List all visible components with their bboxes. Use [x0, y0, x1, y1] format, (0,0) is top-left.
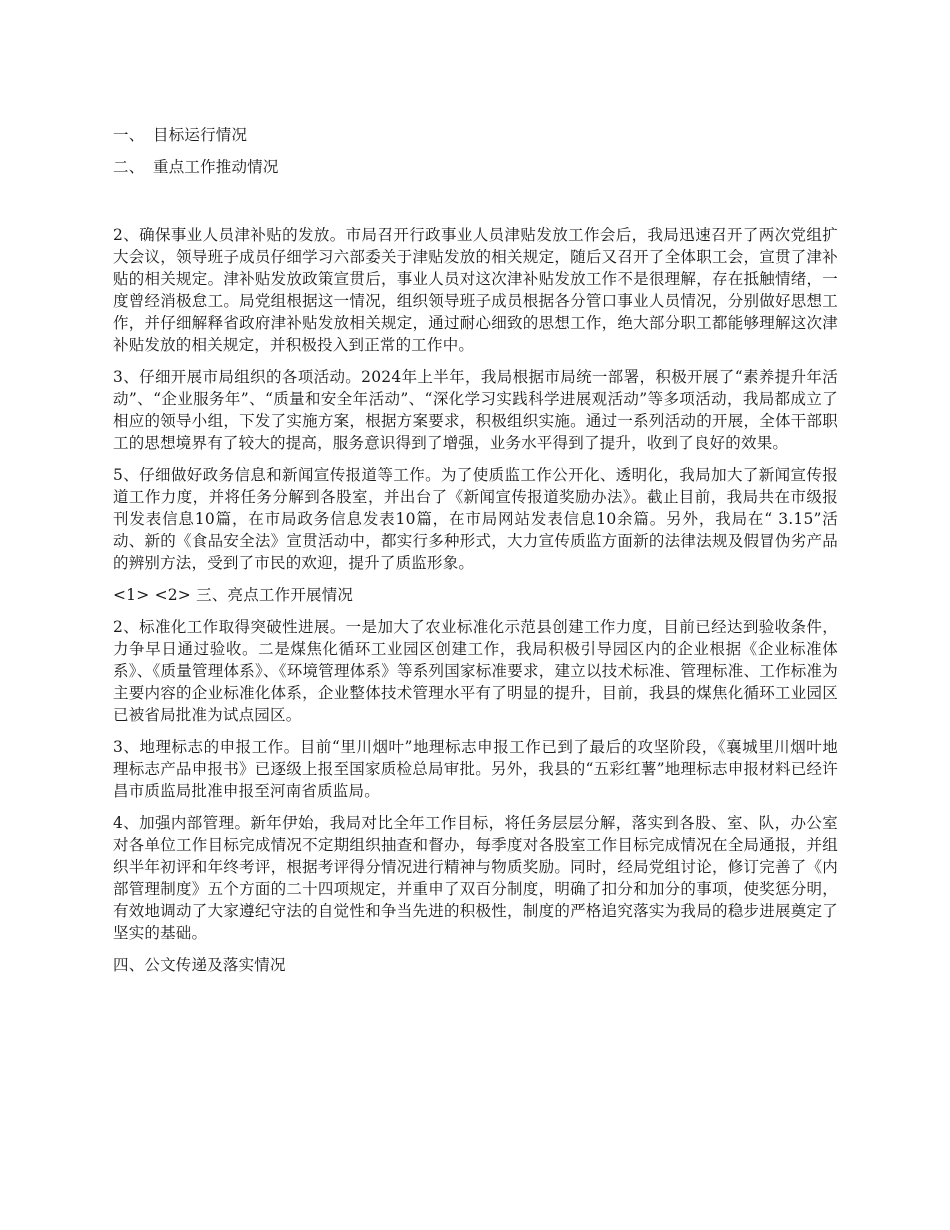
section-heading-1	[113, 124, 838, 146]
section-title-2: 重点工作推动情况	[153, 158, 279, 176]
paragraph-standardization: 2、标准化工作取得突破性进展。一是加大了农业标准化示范县创建工作力度，目前已经达到验收条件，力争早日通过验收。二是煤焦化循环工业园区创建工作，我局积极引导园区内的企业根据《企业标准体系》、《质量管理体系》、《环境管理体系》等系列国家标准要求，建立以技术标准、管理标准、工作标准为主要内容的企业标准化体系，企业整体技术管理水平有了明显的提升，目前，我县的煤焦化循环工业园区已被省局批准为试点园区。	[113, 618, 838, 724]
section-title-1: 目标运行情况	[153, 126, 248, 144]
section-heading-4: 四、公文传递及落实情况	[113, 956, 286, 974]
section-heading-2	[113, 156, 838, 178]
section-number-1: 一、	[113, 126, 145, 144]
section-number-2: 二、	[113, 158, 145, 176]
paragraph-bureau-activities: 3、仔细开展市局组织的各项活动。2024年上半年，我局根据市局统一部署，积极开展了“素养提升年活动”、“企业服务年”、“质量和安全年活动”、“深化学习实践科学进展观活动”等多项活动，我局都成立了相应的领导小组，下发了实施方案，根据方案要求，积极组织实施。通过一系列活动的开展，全体干部职工的思想境界有了较大的提高，服务意识得到了增强，业务水平得到了提升，收到了良好的效果。	[113, 368, 838, 452]
document-body	[113, 124, 838, 986]
paragraph-geographic-indication: 3、地理标志的申报工作。目前“里川烟叶”地理标志申报工作已到了最后的攻坚阶段，《襄城里川烟叶地理标志产品申报书》已逐级上报至国家质检总局审批。另外，我县的“五彩红薯”地理标志申报材料已经许昌市质监局批准申报至河南省质监局。	[113, 738, 838, 800]
paragraph-allowance-distribution: 2、确保事业人员津补贴的发放。市局召开行政事业人员津贴发放工作会后，我局迅速召开了两次党组扩大会议，领导班子成员仔细学习六部委关于津贴发放的相关规定，随后又召开了全体职工会，宣贯了津补贴的相关规定。津补贴发放政策宣贯后，事业人员对这次津补贴发放工作不是很理解，存在抵触情绪，一度曾经消极怠工。局党组根据这一情况，组织领导班子成员根据各分管口事业人员情况，分别做好思想工作，并仔细解释省政府津补贴发放相关规定，通过耐心细致的思想工作，绝大部分职工都能够理解这次津补贴发放的相关规定，并积极投入到正常的工作中。	[113, 226, 838, 354]
paragraph-internal-management: 4、加强内部管理。新年伊始，我局对比全年工作目标，将任务层层分解，落实到各股、室、队，办公室对各单位工作目标完成情况不定期组织抽查和督办，每季度对各股室工作目标完成情况在全局通报，并组织半年初评和年终考评，根据考评得分情况进行精神与物质奖励。同时，经局党组讨论，修订完善了《内部管理制度》五个方面的二十四项规定，并重申了双百分制度，明确了扣分和加分的事项，使奖惩分明，有效地调动了大家遵纪守法的自觉性和争当先进的积极性，制度的严格追究落实为我局的稳步进展奠定了坚实的基础。	[113, 814, 838, 942]
section-heading-3: <1> <2> 三、亮点工作开展情况	[113, 586, 354, 604]
paragraph-news-publicity: 5、仔细做好政务信息和新闻宣传报道等工作。为了使质监工作公开化、透明化，我局加大了新闻宣传报道工作力度，并将任务分解到各股室，并出台了《新闻宣传报道奖励办法》。截止目前，我局共在市级报刊发表信息10篇，在市局政务信息发表10篇，在市局网站发表信息10余篇。另外，我局在“ 3.15”活动、新的《食品安全法》宣贯活动中，都实行多种形式，大力宣传质监方面新的法律法规及假冒伪劣产品的辨别方法，受到了市民的欢迎，提升了质监形象。	[113, 466, 838, 572]
blank-space	[113, 188, 838, 224]
